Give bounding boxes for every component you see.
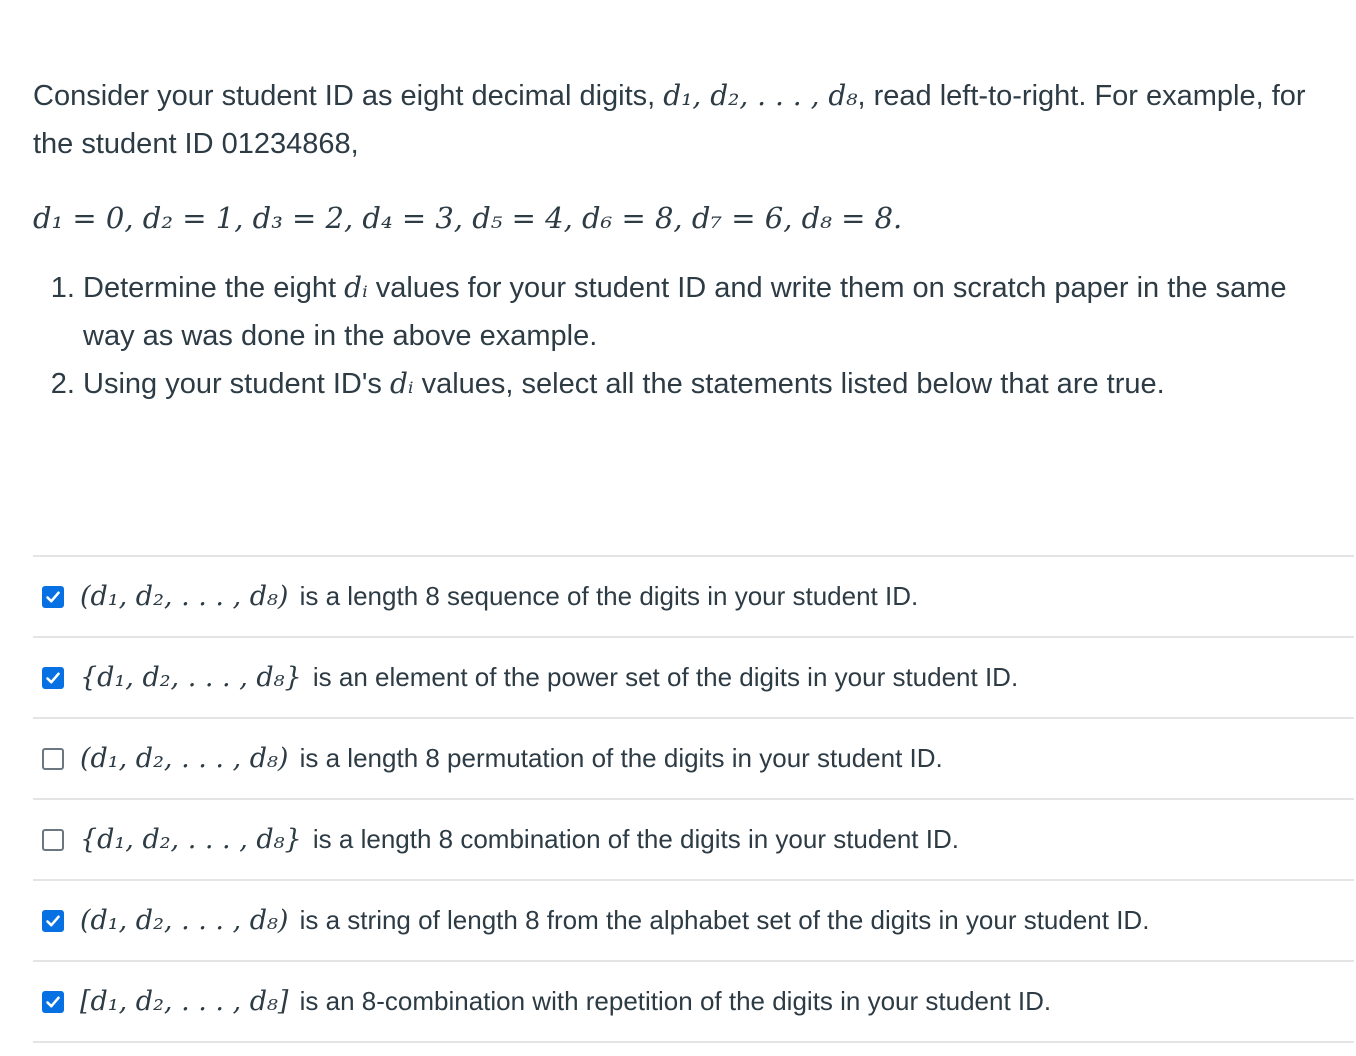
answer-1-checkbox[interactable] — [42, 586, 64, 608]
answer-6-checkbox[interactable] — [42, 991, 64, 1013]
instruction-list — [33, 264, 1333, 408]
checkmark-icon — [45, 994, 61, 1010]
answer-4-label — [80, 819, 959, 860]
answer-2-checkbox[interactable] — [42, 667, 64, 689]
instruction-1-text-before: Determine the eight — [83, 272, 345, 304]
answer-option-1[interactable] — [33, 557, 1354, 638]
answer-option-5[interactable] — [33, 881, 1354, 962]
answer-5-checkbox[interactable] — [42, 910, 64, 932]
answer-6-label — [80, 981, 1051, 1022]
answer-3-text: is a length 8 permutation of the digits in your student ID. — [299, 743, 943, 773]
instruction-item-2 — [83, 360, 1333, 408]
instruction-1-text-after: values for your student ID and write them on scratch paper in the same way as was done in the above example. — [83, 272, 1287, 352]
answer-1-math: (d₁, d₂, . . . , d₈) — [80, 581, 289, 612]
intro-text-2: , read left-to-right. For example, for the student ID 01234868, — [33, 80, 1306, 160]
answer-5-text: is a string of length 8 from the alphabet set of the digits in your student ID. — [299, 905, 1150, 935]
answer-list — [33, 555, 1354, 1043]
answer-5-label — [80, 900, 1149, 941]
answer-option-3[interactable] — [33, 719, 1354, 800]
checkmark-icon — [45, 670, 61, 686]
answer-3-checkbox[interactable] — [42, 748, 64, 770]
question-intro — [33, 72, 1333, 168]
answer-1-text: is a length 8 sequence of the digits in your student ID. — [299, 581, 919, 611]
answer-3-label — [80, 738, 943, 779]
instruction-1-math: dᵢ — [344, 271, 368, 304]
answer-4-math: {d₁, d₂, . . . , d₈} — [80, 824, 302, 855]
intro-text-1: Consider your student ID as eight decimal digits, — [33, 80, 664, 112]
instruction-item-1 — [83, 264, 1333, 360]
answer-2-label — [80, 657, 1018, 698]
answer-option-6[interactable] — [33, 962, 1354, 1043]
answer-2-math: {d₁, d₂, . . . , d₈} — [80, 662, 302, 693]
answer-option-2[interactable] — [33, 638, 1354, 719]
answer-option-4[interactable] — [33, 800, 1354, 881]
answer-6-text: is an 8-combination with repetition of the digits in your student ID. — [299, 986, 1052, 1016]
example-equation: d₁ = 0, d₂ = 1, d₃ = 2, d₄ = 3, d₅ = 4, d₆ = 8, d₇ = 6, d₈ = 8. — [33, 201, 903, 235]
answer-4-text: is a length 8 combination of the digits in your student ID. — [312, 824, 959, 854]
intro-math-digits: d₁, d₂, . . . , d₈ — [663, 79, 858, 112]
checkmark-icon — [45, 913, 61, 929]
checkmark-icon — [45, 589, 61, 605]
instruction-2-math: dᵢ — [389, 367, 414, 400]
answer-4-checkbox[interactable] — [42, 829, 64, 851]
answer-6-math: [d₁, d₂, . . . , d₈] — [80, 986, 289, 1017]
instruction-2-text-before: Using your student ID's — [83, 368, 390, 400]
answer-1-label — [80, 576, 918, 617]
answer-3-math: (d₁, d₂, . . . , d₈) — [80, 743, 289, 774]
answer-2-text: is an element of the power set of the digits in your student ID. — [312, 662, 1019, 692]
instruction-2-text-after: values, select all the statements listed below that are true. — [413, 368, 1165, 400]
answer-5-math: (d₁, d₂, . . . , d₈) — [80, 905, 289, 936]
question-body — [33, 72, 1333, 408]
